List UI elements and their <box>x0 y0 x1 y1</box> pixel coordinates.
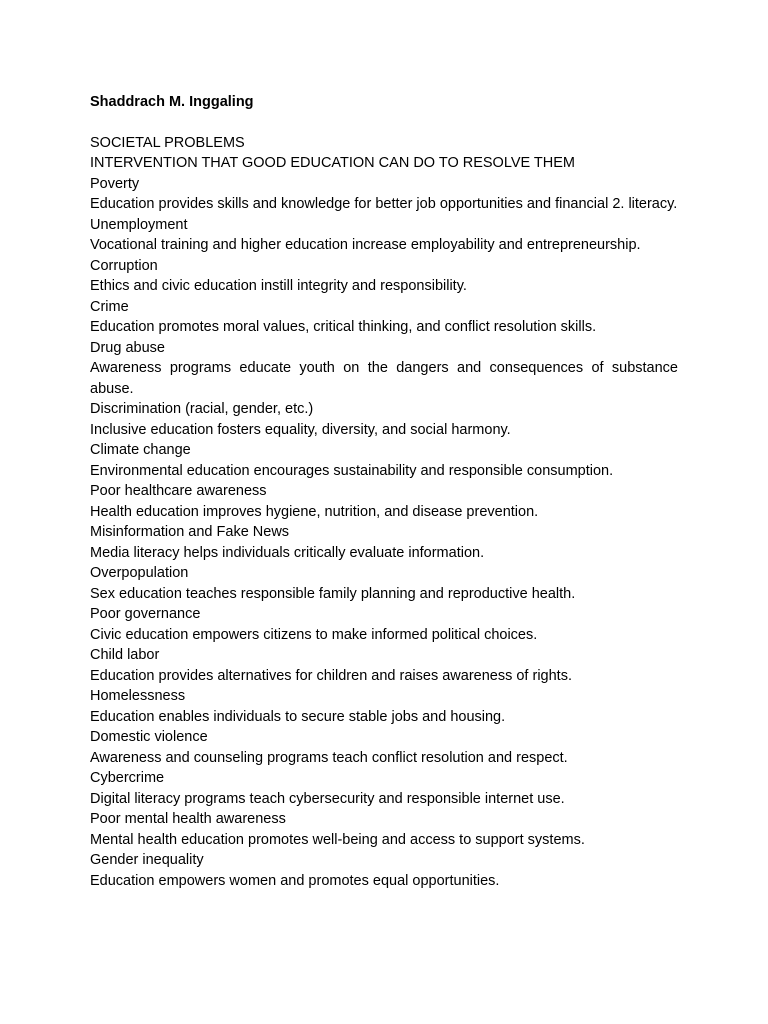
intervention-text: Education promotes moral values, critical thinking, and conflict resolution skills. <box>90 319 597 335</box>
intervention-text: Mental health education promotes well-being and access to support systems. <box>90 831 585 848</box>
author-name: Shaddrach M. Inggaling <box>90 94 254 110</box>
intervention-text: Awareness programs educate youth on the dangers and consequences of substance abuse. <box>90 360 678 397</box>
intervention-text: Education enables individuals to secure stable jobs and housing. <box>90 708 506 725</box>
problem-title: Discrimination (racial, gender, etc.) <box>90 401 314 417</box>
problem-title: Poor governance <box>90 606 201 622</box>
intervention-text: Digital literacy programs teach cybersecurity and responsible internet use. <box>90 790 565 807</box>
problem-title: Child labor <box>90 647 160 663</box>
problem-title: Homelessness <box>90 688 186 704</box>
problem-title: Cybercrime <box>90 770 165 786</box>
intervention-text: Ethics and civic education instill integrity and responsibility. <box>90 278 467 294</box>
problem-title: Unemployment <box>90 216 188 233</box>
problem-title: Misinformation and Fake News <box>90 524 290 540</box>
problem-title: Domestic violence <box>90 729 208 745</box>
intervention-text: Civic education empowers citizens to make informed political choices. <box>90 626 538 643</box>
problem-title: Climate change <box>90 442 191 458</box>
problem-title: Drug abuse <box>90 339 165 356</box>
intervention-text: Media literacy helps individuals critically evaluate information. <box>90 544 485 561</box>
problem-title: Poverty <box>90 175 140 192</box>
problem-title: Crime <box>90 298 129 315</box>
document-page <box>90 92 678 891</box>
intervention-text: Sex education teaches responsible family planning and reproductive health. <box>90 585 576 602</box>
intervention-text: Education empowers women and promotes equal opportunities. <box>90 872 500 889</box>
problem-title: Poor healthcare awareness <box>90 483 267 499</box>
problem-title: Corruption <box>90 257 158 274</box>
heading-intervention: INTERVENTION THAT GOOD EDUCATION CAN DO TO RESOLVE THEM <box>90 155 576 171</box>
intervention-text: Education provides alternatives for children and raises awareness of rights. <box>90 667 572 684</box>
intervention-text: Inclusive education fosters equality, diversity, and social harmony. <box>90 421 511 438</box>
intervention-text: Awareness and counseling programs teach conflict resolution and respect. <box>90 749 568 766</box>
intervention-text: Education provides skills and knowledge for better job opportunities and financial 2. literacy. <box>90 196 678 212</box>
intervention-text: Environmental education encourages sustainability and responsible consumption. <box>90 462 614 479</box>
problem-title: Gender inequality <box>90 852 204 868</box>
heading-societal-problems: SOCIETAL PROBLEMS <box>90 134 245 151</box>
problem-list <box>90 174 678 892</box>
problem-title: Poor mental health awareness <box>90 811 286 827</box>
problem-title: Overpopulation <box>90 565 189 581</box>
intervention-text: Vocational training and higher education increase employability and entrepreneurship. <box>90 237 641 253</box>
intervention-text: Health education improves hygiene, nutrition, and disease prevention. <box>90 503 539 520</box>
